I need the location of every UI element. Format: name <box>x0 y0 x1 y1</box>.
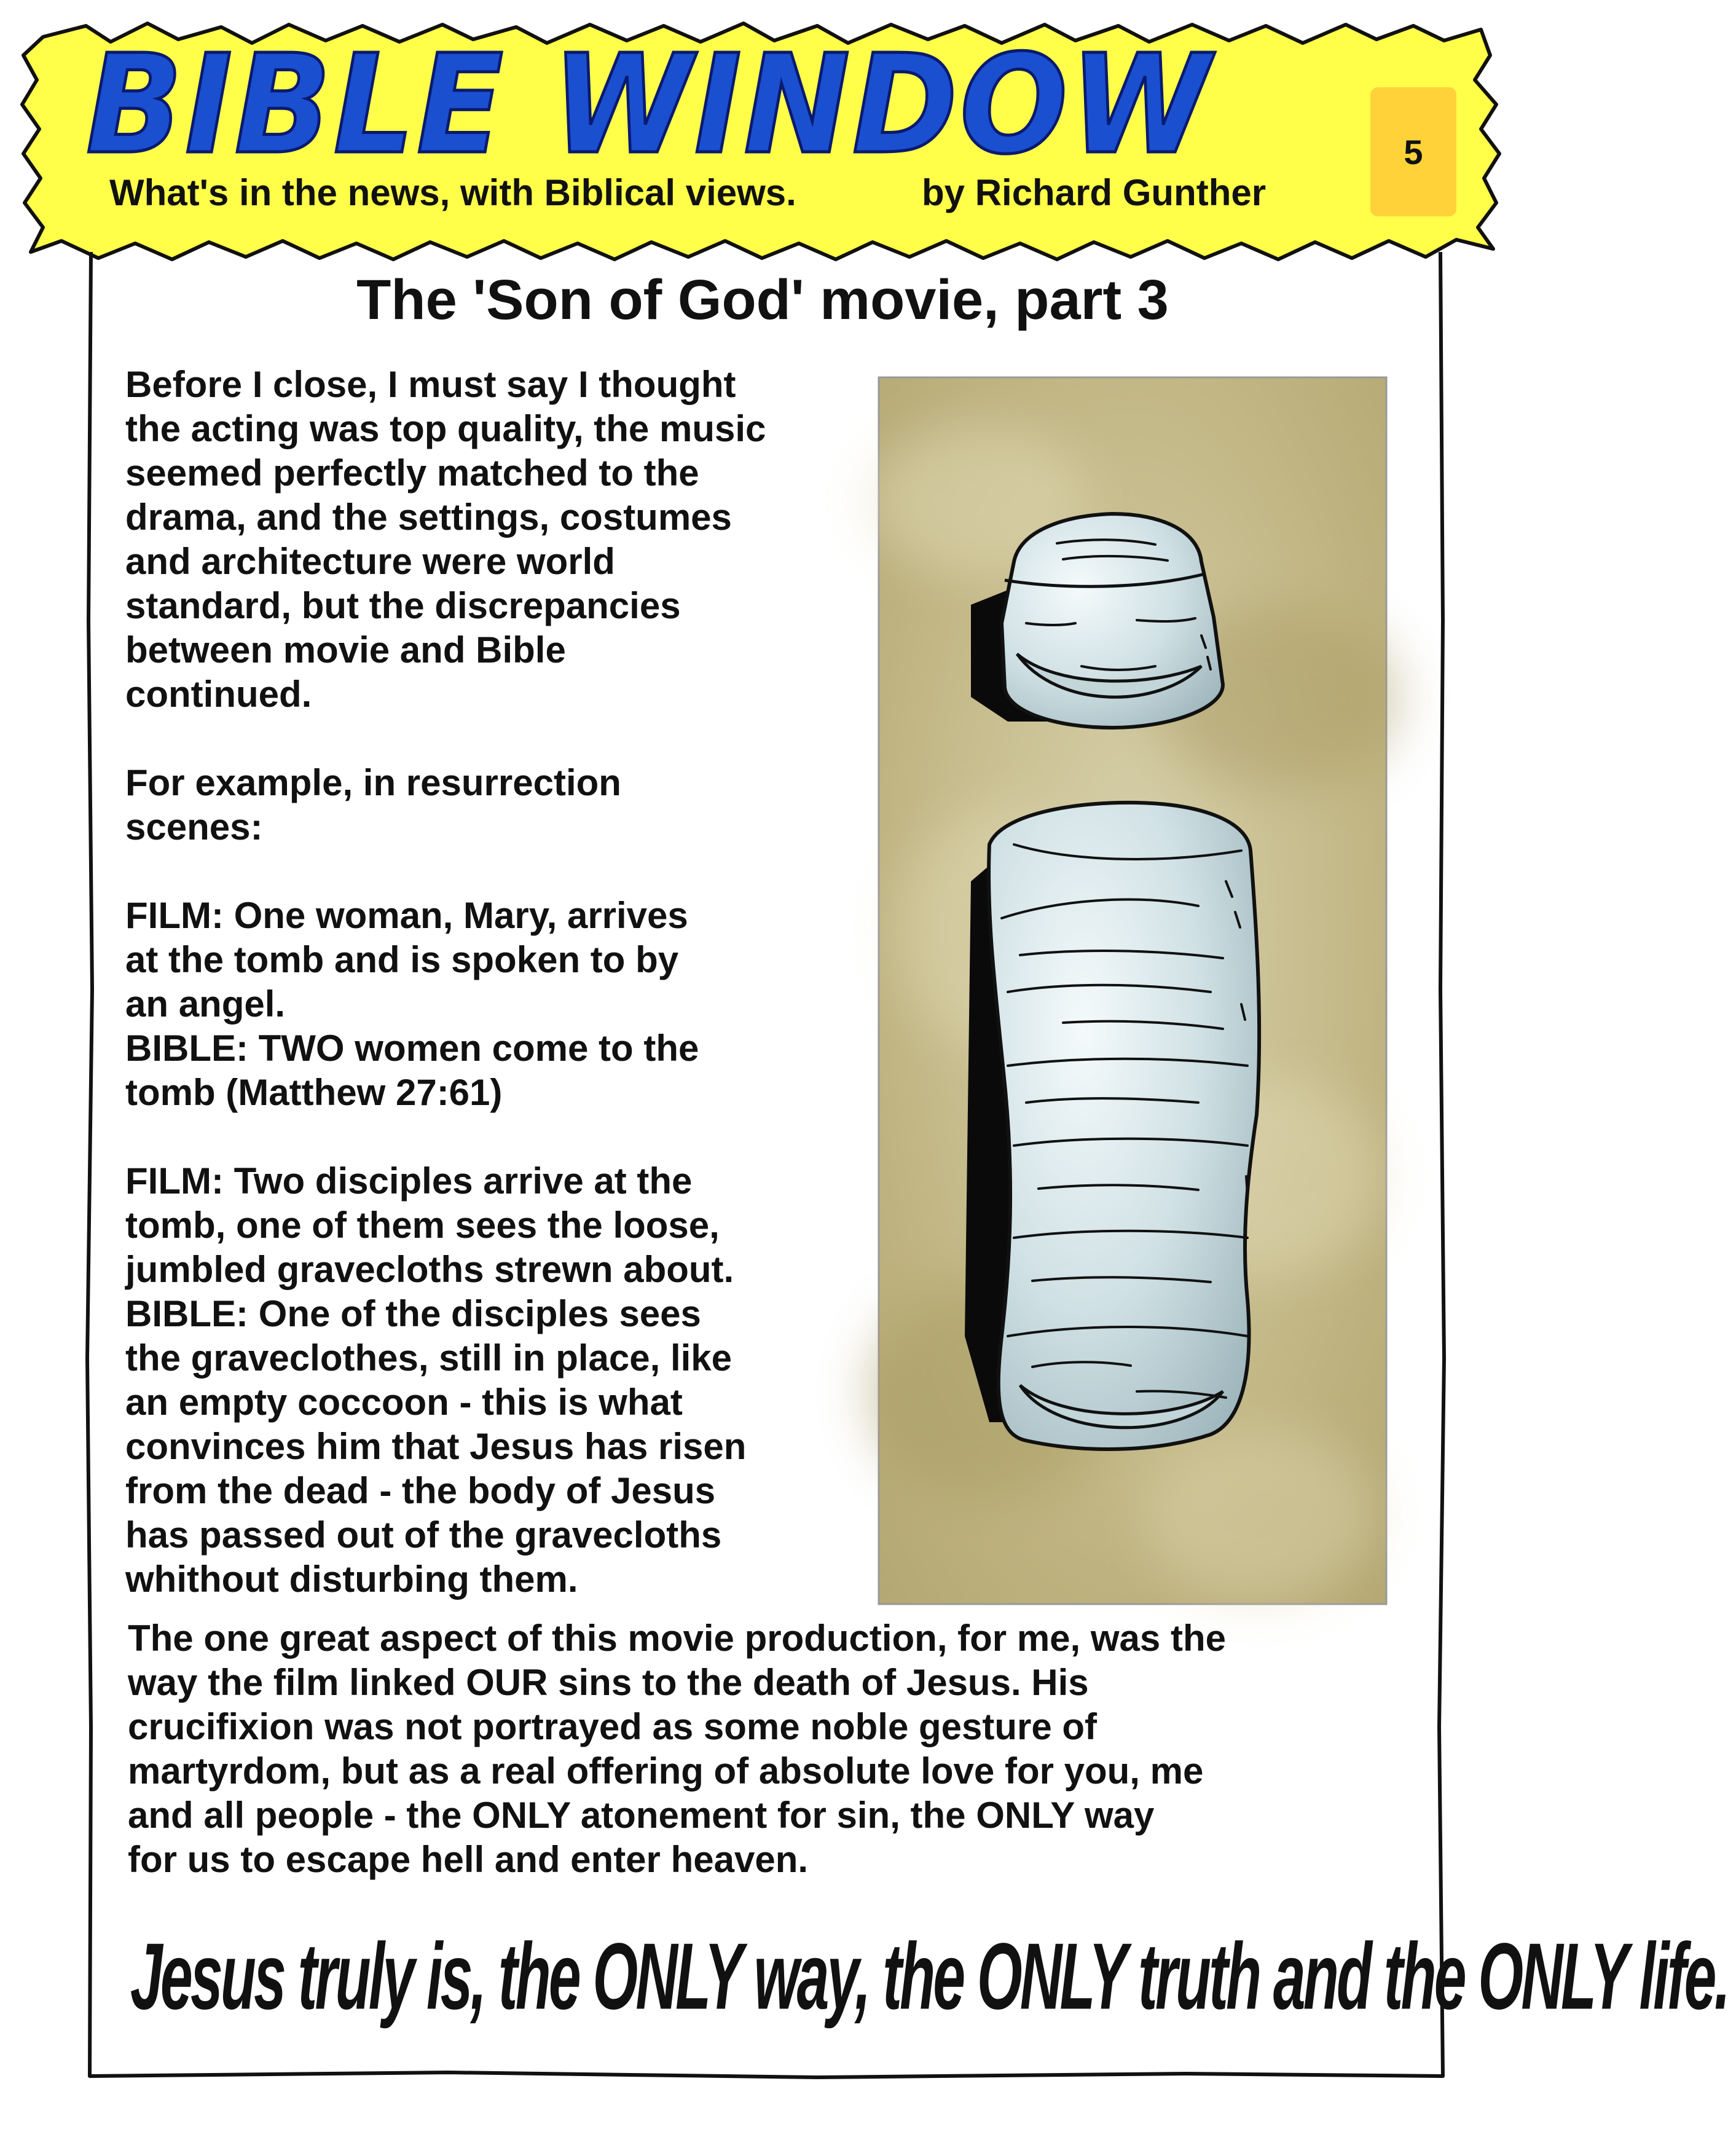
masthead-tagline: What's in the news, with Biblical views. <box>109 172 796 213</box>
motto-banner: Jesus truly is, the ONLY way, the ONLY truth and the ONLY life. <box>130 1924 1728 2029</box>
masthead-title: BIBLE WINDOW <box>86 26 1212 184</box>
body-paragraph: FILM: One woman, Mary, arrives at the tomb and is spoken to by an angel. BIBLE: TWO women come to the tomb (Matthew 27:61) <box>125 895 699 1113</box>
article-title: The 'Son of God' movie, part 3 <box>356 269 1169 331</box>
body-paragraph: FILM: Two disciples arrive at the tomb, one of them sees the loose, jumbled gravecloths strewn about. BIBLE: One of the disciples sees the graveclothes, still in place, like an empty coccoon - this is what convinces him that Jesus has risen from the dead - the body of Jesus has passed out of the gravecloths whithout disturbing them. <box>125 1160 747 1600</box>
body-paragraph: For example, in resurrection scenes: <box>125 762 621 848</box>
article-body <box>125 363 893 1602</box>
graveclothes-image <box>879 377 1386 1604</box>
graveclothes-illustration <box>879 377 1386 1604</box>
page-number: 5 <box>1404 132 1423 171</box>
body-paragraph: Before I close, I must say I thought the acting was top quality, the music seemed perfectly matched to the drama, and the settings, costumes and architecture were world standard, but the discrepancies between movie and Bible continued. <box>125 364 766 715</box>
closing-paragraph: The one great aspect of this movie production, for me, was the way the film linked OUR sins to the death of Jesus. His crucifixion was not portrayed as some noble gesture of martyrdom, but as a real offering of absolute love for you, me and all people - the ONLY atonement for sin, the ONLY way for us to escape hell and enter heaven. <box>128 1618 1226 1880</box>
page-number-badge <box>1370 87 1456 216</box>
author-byline: by Richard Gunther <box>922 172 1267 213</box>
